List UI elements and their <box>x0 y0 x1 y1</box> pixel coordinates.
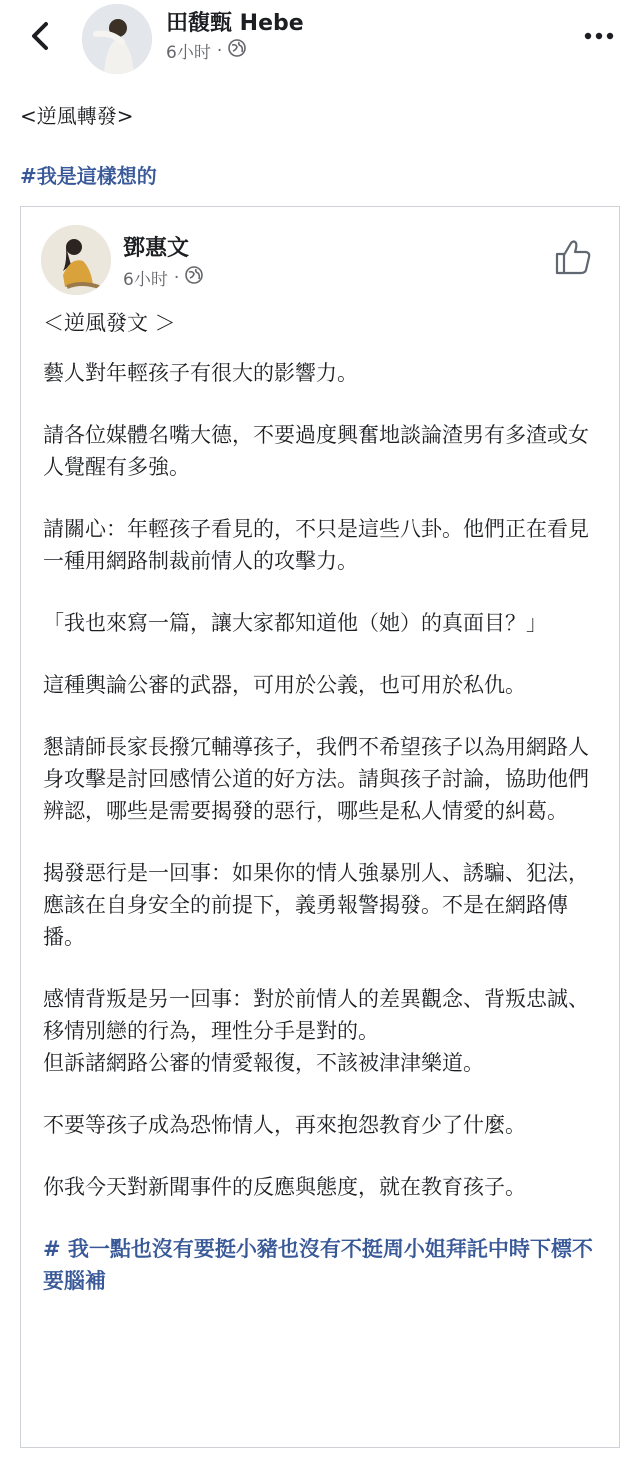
post-paragraph: 藝人對年輕孩子有很大的影響力。 <box>43 361 358 385</box>
post-paragraph: ＜逆風發文 ＞ <box>43 311 176 335</box>
hashtag-link[interactable]: # 我一點也沒有要挺小豬也沒有不挺周小姐拜託中時下標不要腦補 <box>43 1237 593 1293</box>
post-paragraph: 這種輿論公審的武器，可用於公義，也可用於私仇。 <box>43 673 526 697</box>
post-paragraph: 你我今天對新聞事件的反應與態度，就在教育孩子。 <box>43 1175 526 1199</box>
post-paragraph: 揭發惡行是一回事：如果你的情人強暴別人、誘騙、犯法，應該在自身安全的前提下，義勇報警揭發。不是在網路傳播。 <box>43 861 589 949</box>
shared-post-body <box>43 307 599 1297</box>
post-paragraph: 請關心：年輕孩子看見的，不只是這些八卦。他們正在看見一種用網路制裁前情人的攻擊力。 <box>43 517 589 573</box>
globe-icon <box>228 39 246 62</box>
post-time[interactable]: 6小时 <box>166 43 211 63</box>
post-header <box>0 0 640 80</box>
author-name[interactable]: 田馥甄 Hebe <box>166 11 304 36</box>
shared-post-card[interactable] <box>20 206 620 1448</box>
shared-post-meta <box>123 265 203 290</box>
shared-post-time[interactable]: 6小时 <box>123 270 168 290</box>
avatar[interactable] <box>82 4 152 74</box>
post-paragraph: 感情背叛是另一回事：對於前情人的差異觀念、背叛忠誠、移情別戀的行為，理性分手是對的。 但訴諸網路公審的情愛報復，不該被津津樂道。 <box>43 987 589 1075</box>
more-horizontal-icon[interactable] <box>580 22 620 50</box>
hashtag-link[interactable]: #我是這樣想的 <box>20 164 157 188</box>
meta-separator: · <box>216 40 223 61</box>
post-paragraph: 不要等孩子成為恐怖情人，再來抱怨教育少了什麼。 <box>43 1113 526 1137</box>
meta-separator: · <box>173 267 180 288</box>
post-paragraph: 請各位媒體名嘴大德，不要過度興奮地談論渣男有多渣或女人覺醒有多強。 <box>43 423 589 479</box>
shared-author-name[interactable]: 鄧惠文 <box>123 236 190 261</box>
post-paragraph: 「我也來寫一篇，讓大家都知道他（她）的真面目？」 <box>43 611 547 635</box>
shared-author-avatar[interactable] <box>41 225 111 295</box>
thumbs-up-icon[interactable] <box>553 237 593 277</box>
post-text: <逆風轉發> <box>20 104 134 128</box>
globe-icon <box>185 266 203 289</box>
post-meta <box>166 38 246 63</box>
chevron-left-icon[interactable] <box>24 18 56 54</box>
post-paragraph: 懇請師長家長撥冗輔導孩子，我們不希望孩子以為用網路人身攻擊是討回感情公道的好方法。請與孩子討論，協助他們辨認，哪些是需要揭發的惡行，哪些是私人情愛的糾葛。 <box>43 735 589 823</box>
